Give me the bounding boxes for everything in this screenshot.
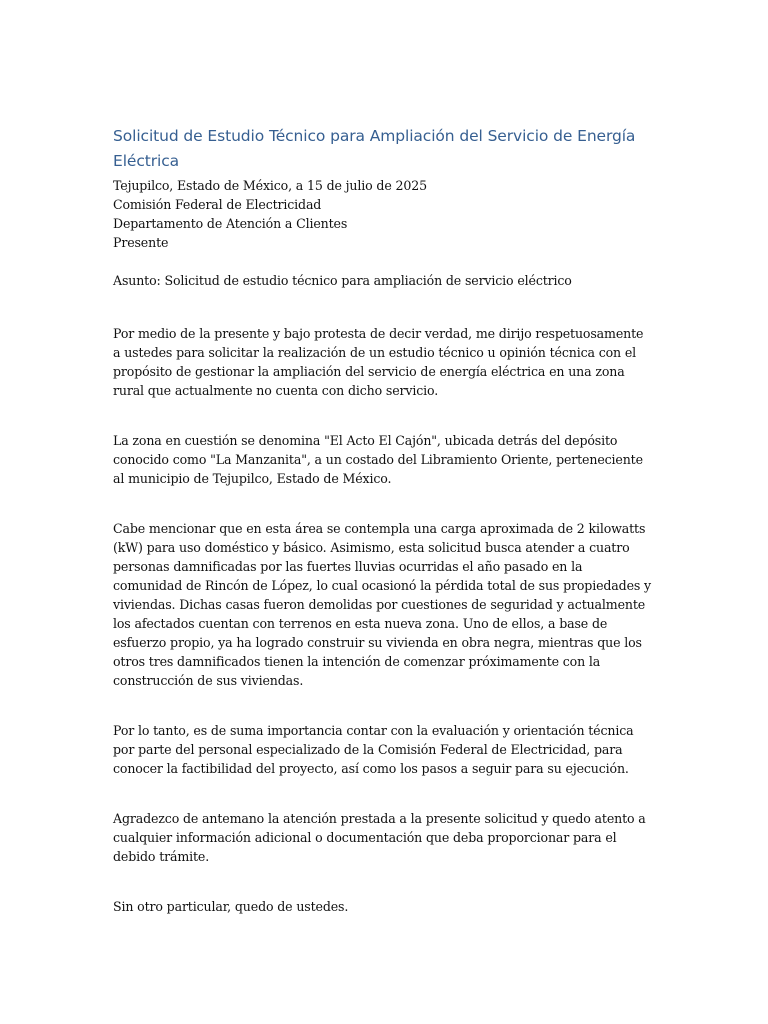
letter-header <box>113 176 653 252</box>
subject-line: Asunto: Solicitud de estudio técnico para ampliación de servicio eléctrico <box>113 273 572 288</box>
letter-body <box>113 124 653 916</box>
recipient-department: Departamento de Atención a Clientes <box>113 216 348 231</box>
paragraph-location: La zona en cuestión se denomina "El Acto El Cajón", ubicada detrás del depósito conocido como "La Manzanita", a un costado del Libramiento Oriente, perteneciente al municipio de Tejupilco, Estado de México. <box>113 433 643 486</box>
paragraph-importance: Por lo tanto, es de suma importancia contar con la evaluación y orientación técnica por parte del personal especializado de la Comisión Federal de Electricidad, para conocer la factibilidad del proyecto, así como los pasos a seguir para su ejecución. <box>113 723 634 776</box>
presente-line: Presente <box>113 235 169 250</box>
document-title: Solicitud de Estudio Técnico para Ampliación del Servicio de Energía Eléctrica <box>113 127 636 170</box>
recipient-organization: Comisión Federal de Electricidad <box>113 197 322 212</box>
place-date-line: Tejupilco, Estado de México, a 15 de julio de 2025 <box>113 178 427 193</box>
paragraph-thanks: Agradezco de antemano la atención prestada a la presente solicitud y quedo atento a cualquier información adicional o documentación que deba proporcionar para el debido trámite. <box>113 811 646 864</box>
paragraph-details: Cabe mencionar que en esta área se contempla una carga aproximada de 2 kilowatts (kW) para uso doméstico y básico. Asimismo, esta solicitud busca atender a cuatro personas damnificadas por las fuertes lluvias ocurridas el año pasado en la comunidad de Rincón de López, lo cual ocasionó la pérdida total de sus propiedades y viviendas. Dichas casas fueron demolidas por cuestiones de seguridad y actualmente los afectados cuentan con terrenos en esta nueva zona. Uno de ellos, a base de esfuerzo propio, ya ha logrado construir su vivienda en obra negra, mientras que los otros tres damnificados tienen la intención de comenzar próximamente con la construcción de sus viviendas. <box>113 521 652 688</box>
closing-line: Sin otro particular, quedo de ustedes. <box>113 899 349 914</box>
paragraph-request: Por medio de la presente y bajo protesta de decir verdad, me dirijo respetuosamente a ustedes para solicitar la realización de un estudio técnico u opinión técnica con el propósito de gestionar la ampliación del servicio de energía eléctrica en una zona rural que actualmente no cuenta con dicho servicio. <box>113 326 644 398</box>
